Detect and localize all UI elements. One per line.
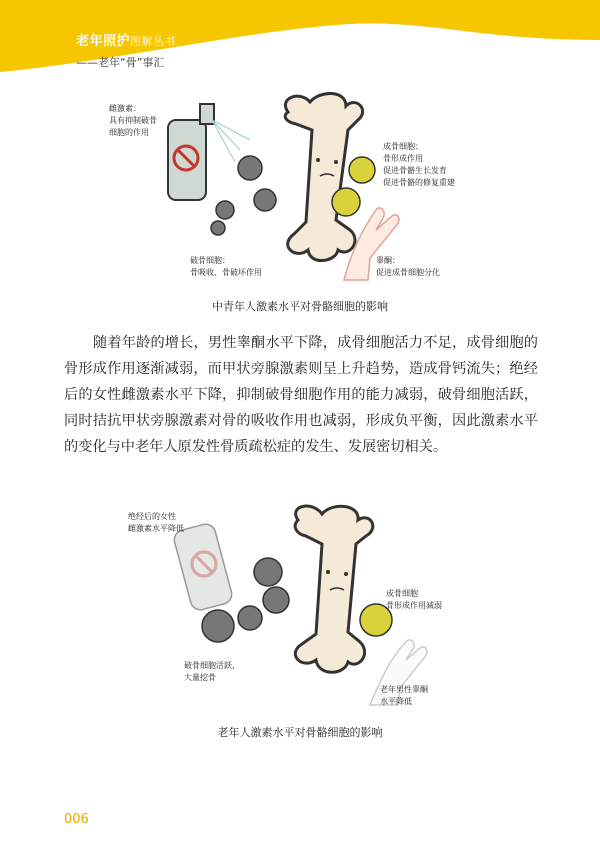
figure2-caption: 老年人激素水平对骨骼细胞的影响 <box>217 726 383 739</box>
spray-bottle-icon <box>168 104 250 200</box>
estrogen-label-text: 绝经后的女性 雌激素水平降低 <box>128 512 184 533</box>
spray-bottle-icon <box>172 522 234 612</box>
book-subtitle: ——老年“骨”事汇 <box>76 56 165 69</box>
body-text: 随着年龄的增长，男性睾酮水平下降，成骨细胞活力不足，成骨细胞的骨形成作用逐渐减弱，而甲状旁腺激素则呈上升趋势，造成骨钙流失；绝经后的女性雌激素水平下降，抑制破骨细胞作用的能力减弱，破骨细胞活跃，同时拮抗甲状旁腺激素对骨的吸收作用也减弱，形成负平衡，因此激素水平的变化与中老年人原发性骨质疏松症的发生、发展密切相关。 <box>64 335 538 455</box>
osteoclast-label-text: 破骨细胞活跃， 大量挖骨 <box>184 661 240 682</box>
figure1-label-estrogen <box>109 103 157 139</box>
testosterone-label-text: 老年男性睾酮 水平降低 <box>380 685 428 706</box>
osteoclast-icon <box>211 156 276 235</box>
figure2-label-osteoblast <box>386 588 442 612</box>
figure1-caption: 中青年人激素水平对骨骼细胞的影响 <box>212 300 388 313</box>
figure1-label-testosterone <box>376 255 440 279</box>
figure2-label-testosterone <box>380 684 428 708</box>
figure1-label-osteoblast <box>383 141 455 189</box>
testosterone-label-text: 睾酮： 促进成骨细胞分化 <box>376 256 440 277</box>
figure2-label-osteoclast <box>184 660 240 684</box>
osteoclast-label-text: 破骨细胞： 骨吸收、骨破坏作用 <box>190 256 262 277</box>
figure1-label-osteoclast <box>190 255 262 279</box>
page-number: 006 <box>64 812 89 827</box>
figure2-label-estrogen <box>128 511 184 535</box>
series-title-suffix: 图解丛书 <box>130 35 177 48</box>
osteoblast-label-text: 成骨细胞： 骨形成作用 促进骨骼生长发育 促进骨骼的修复重建 <box>383 142 455 187</box>
series-title-main: 老年照护 <box>76 34 131 49</box>
body-paragraph <box>64 330 538 460</box>
estrogen-label-text: 雌激素： 具有抑制破骨 细胞的作用 <box>109 104 157 137</box>
series-title <box>76 30 176 49</box>
osteoblast-label-text: 成骨细胞 骨形成作用减弱 <box>386 589 442 610</box>
bone-icon <box>295 506 373 672</box>
figure-1-illustration <box>100 90 500 290</box>
